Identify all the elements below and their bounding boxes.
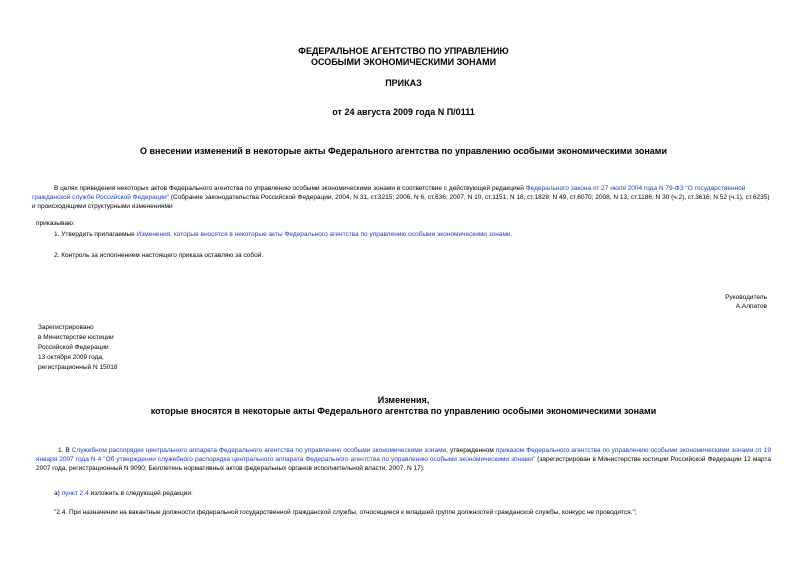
document-date-number: от 24 августа 2009 года N П/0111 <box>332 107 475 117</box>
clause-2-4-link[interactable]: пункт 2.4 <box>61 490 89 497</box>
registration-line: регистрационный N 15018 <box>38 364 118 371</box>
agency-name-line1: ФЕДЕРАЛЬНОЕ АГЕНТСТВО ПО УПРАВЛЕНИЮ <box>298 46 509 56</box>
registration-line: 13 октября 2009 года, <box>38 354 104 361</box>
preamble-text-1: В целях приведения некоторых актов Федерального агентства по управлению особыми экономическими зонами в соответствие с действующей редакцией <box>54 185 526 192</box>
changes-paragraph-1 <box>36 446 771 473</box>
p1-text-c: (зарегистрирован в Министерстве юстиции Российской Федерации 12 марта 2007 года, регистрационный N 9090; Бюллетень нормативных актов федеральных органов исполнительной власти, 2007, N 17): <box>36 456 771 472</box>
registration-line: Российской Федерации <box>38 344 109 351</box>
changes-title-line2: которые вносятся в некоторые акты Федерального агентства по управлению особыми экономическими зонами <box>150 406 657 416</box>
registration-line: в Министерстве юстиции <box>38 334 114 341</box>
registration-block <box>38 323 118 373</box>
signature-name: А.Алпатов <box>735 303 767 310</box>
changes-title-line1: Изменения, <box>377 395 430 405</box>
order-n4-link[interactable]: приказом Федерального агентства по управлению особыми экономическими зонами от 19 января 2007 года N 4 "Об утверждении служебного распорядка центрального аппарата Федерального агентства по управлению особыми экономическими зонами" <box>36 447 771 463</box>
item-1-text: 1. Утвердить прилагаемые <box>54 231 137 238</box>
document-type: ПРИКАЗ <box>385 78 422 88</box>
changes-link[interactable]: Изменения, которые вносятся в некоторые акты Федерального агентства по управлению особыми экономическими зонами <box>136 231 511 238</box>
registration-line: Зарегистрировано <box>38 324 94 331</box>
preamble-text-2: (Собрание законодательства Российской Федерации, 2004, N 31, ст.3215; 2006, N 6, ст.636; 2007, N 10, ст.1151; N 16, ст.1828; N 49, ст.6070; 2008, N 13, ст.1186; N 30 (ч.2), ст.3616; N 52 (ч.1), ст.6235) и происходящими структурными изменениями <box>32 194 770 210</box>
order-word: приказываю: <box>36 220 75 227</box>
preamble-paragraph <box>32 184 772 211</box>
signature-position: Руководитель <box>725 294 767 301</box>
agency-name-line2: ОСОБЫМИ ЭКОНОМИЧЕСКИМИ ЗОНАМИ <box>310 57 497 67</box>
federal-law-link[interactable]: Федерального закона от 27 июля 2004 года N 79-ФЗ "О государственной гражданской службе Российской Федерации" <box>32 185 746 201</box>
document-title: О внесении изменений в некоторые акты Федерального агентства по управлению особыми экономическими зонами <box>140 146 667 156</box>
item-1 <box>54 230 774 239</box>
item-2: 2. Контроль за исполнением настоящего приказа оставляю за собой. <box>54 252 264 259</box>
subitem-a <box>54 489 193 498</box>
service-regulations-link[interactable]: Служебном распорядке центрального аппарата Федерального агентства по управлению особыми экономическими зонами <box>71 447 447 454</box>
item-1-end: . <box>510 231 513 238</box>
subitem-a-end: изложить в следующей редакции: <box>88 490 193 497</box>
quoted-clause: "2.4. При назначении на вакантные должности федеральной государственной гражданской службы, относящиеся к младшей группе должностей гражданской службы, конкурс не проводится."; <box>54 509 637 516</box>
p1-text-b: , утвержденном <box>446 447 496 454</box>
p1-text-a: 1. В <box>58 447 72 454</box>
subitem-a-text: а) <box>54 490 62 497</box>
